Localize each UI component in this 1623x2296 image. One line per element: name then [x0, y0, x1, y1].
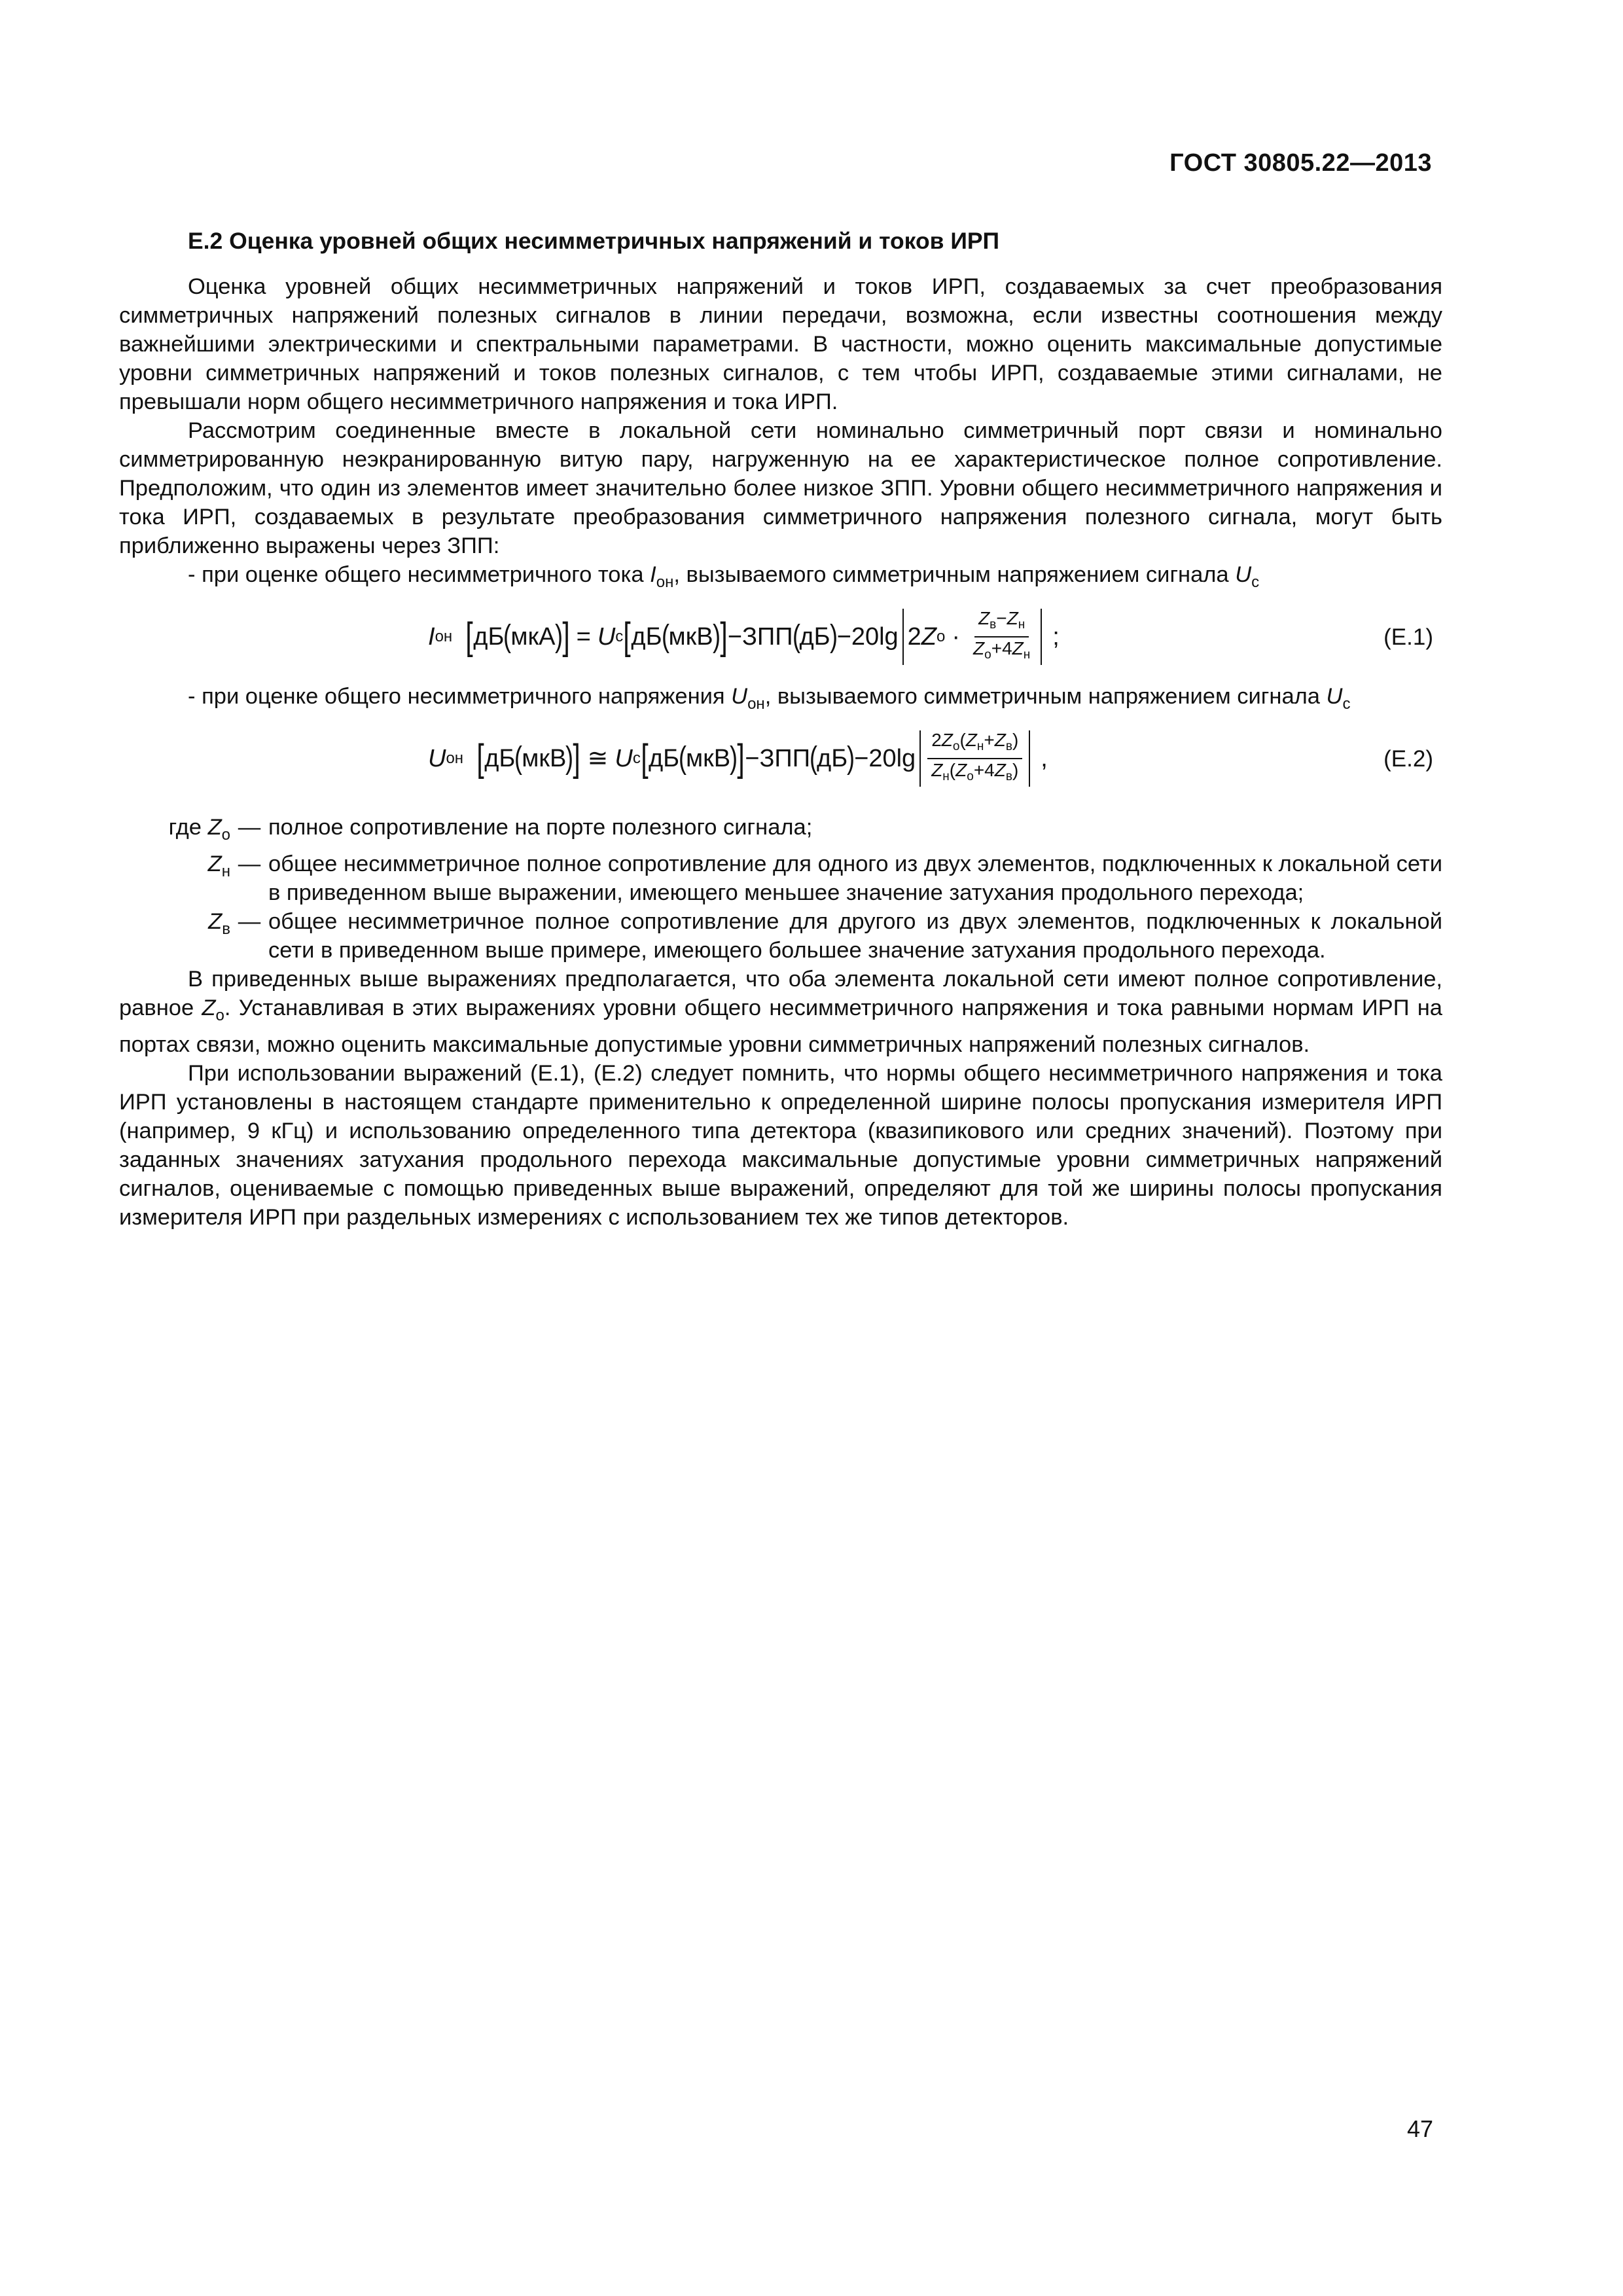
definition-zn: $Z_н$ — общее несимметричное полное сопротивление для одного из двух элементов, подключенных к локальной сети в приведенном выше выражении, имеющего меньшее значение затухания продольного перехода;: [207, 852, 1442, 905]
paragraph-setup: Рассмотрим соединенные вместе в локальной сети номинально симметричный порт связи и номинально симметрированную неэкранированную витую пару, нагруженную на ее характеристическое полное сопротивление. Предположим, что один из элементов имеет значительно более низкое ЗПП. Уровни общего несимметричного напряжения и тока ИРП, создаваемых в результате преобразования симметричного напряжения полезного сигнала, могут быть приближенно выражены через ЗПП:: [119, 418, 1442, 558]
section-heading: Е.2 Оценка уровней общих несимметричных напряжений и токов ИРП: [188, 228, 1000, 254]
formula-e1-expression: I он [ дБ ( мкА ) ] = U c [ дБ ( мкВ ) ] − ЗПП ( дБ ) − 20lg 2 Z o · $\frac{Z_в-Z_н}{Z_o+4Z_н}$ ;: [428, 601, 1060, 673]
formula-e2: [119, 723, 1442, 795]
abs-bar-right: [1041, 609, 1042, 665]
paragraph-intro: Оценка уровней общих несимметричных напряжений и токов ИРП, создаваемых за счет преобразования симметричных напряжений полезных сигналов в линии передачи, возможна, если известны соотношения между важнейшими электрическими и спектральными параметрами. В частности, можно оценить максимальные допустимые уровни симметричных напряжений и токов полезных сигналов, с тем чтобы ИРП, создаваемые этими сигналами, не превышали норм общего несимметричного напряжения и тока ИРП.: [119, 274, 1442, 414]
formula-e1-fraction: $\frac{Z_в-Z_н}{Z_o+4Z_н}$: [973, 608, 1031, 662]
formula-e1-number: (Е.1): [1383, 624, 1433, 650]
definition-zo: где $Z_о$ — полное сопротивление на порте полезного сигнала;: [168, 815, 813, 844]
formula-e2-fraction: $\frac{2Z_o(Z_н+Z_в)}{Z_н(Z_o+4Z_в)}$: [927, 729, 1022, 788]
definitions-list: [119, 813, 1442, 965]
document-code: ГОСТ 30805.22—2013: [1169, 149, 1432, 177]
abs-bar-left: [902, 609, 904, 665]
formula-e1: [119, 601, 1442, 673]
list-item-voltage: - при оценке общего несимметричного напряжения $U_{он}$, вызываемого симметричным напряжением сигнала $U_c$: [188, 684, 1351, 713]
formula-e2-expression: U он [ дБ ( мкВ ) ] ≅ U c [ дБ ( мкВ ) ] − ЗПП ( дБ ) − 20lg $\frac{2Z_o(Z_н+Z_в)}{Z_н(Z_o+4Z_в)}$ ,: [428, 723, 1048, 795]
list-item-current: - при оценке общего несимметричного тока $I_{он}$, вызываемого симметричным напряжением сигнала $U_c$: [188, 562, 1260, 591]
abs-bar-right: [1029, 730, 1030, 787]
definition-zv: $Z_в$ — общее несимметричное полное сопротивление для другого из двух элементов, подключенных к локальной сети в приведенном выше примере, имеющего большее значение затухания продольного перехода.: [208, 909, 1442, 963]
paragraph-assumption: В приведенных выше выражениях предполагается, что оба элемента локальной сети имеют полное сопротивление, равное $Z_o$. Устанавливая в этих выражениях уровни общего несимметричного напряжения и тока равными нормам ИРП на портах связи, можно оценить максимальные допустимые уровни симметричных напряжений полезных сигналов.: [119, 967, 1442, 1057]
page-content: [119, 226, 1442, 1232]
abs-bar-left: [919, 730, 921, 787]
paragraph-note: При использовании выражений (Е.1), (Е.2) следует помнить, что нормы общего несимметричного напряжения и тока ИРП установлены в настоящем стандарте применительно к определенной ширине полосы пропускания измерителя ИРП (например, 9 кГц) и использованию определенного типа детектора (квазипикового или средних значений). Поэтому при заданных значениях затухания продольного перехода максимальные допустимые уровни симметричных напряжений сигналов, оцениваемые с помощью приведенных выше выражений, определяют для той же ширины полосы пропускания измерителя ИРП при раздельных измерениях с использованием тех же типов детекторов.: [119, 1061, 1442, 1230]
page-number: 47: [1406, 2115, 1433, 2142]
formula-e2-number: (Е.2): [1383, 746, 1433, 772]
